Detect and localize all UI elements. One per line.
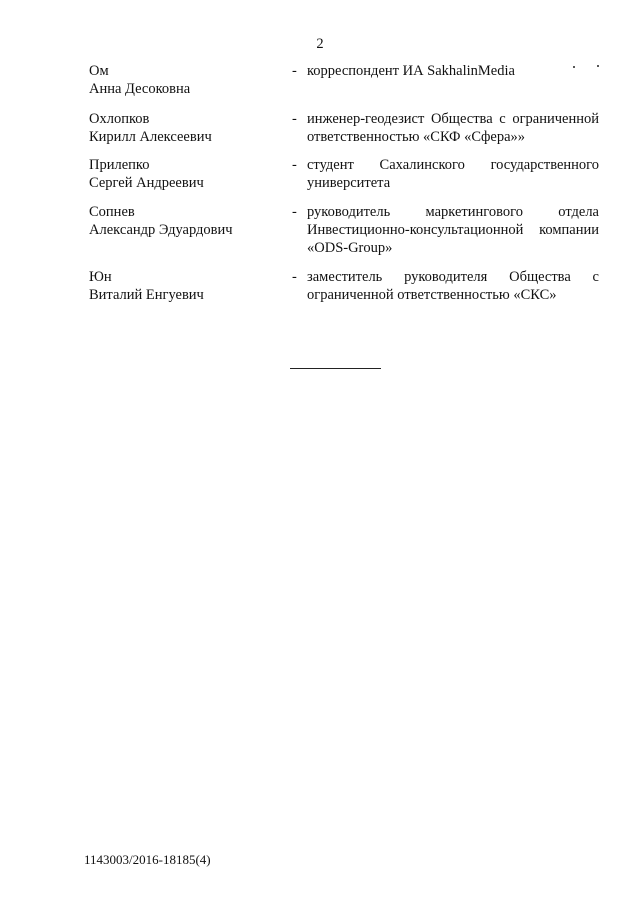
person-given-name: Виталий Енгуевич xyxy=(89,287,204,303)
person-description: инженер-геодезист Общества с ограниченной ответственностью «СКФ «Сфера»» xyxy=(307,111,599,145)
dash-separator: - xyxy=(292,111,297,127)
scan-speck xyxy=(597,65,599,67)
document-code: 1143003/2016-18185(4) xyxy=(84,852,211,867)
person-name xyxy=(89,62,279,98)
person-surname: Прилепко xyxy=(89,157,150,173)
person-given-name: Александр Эдуардович xyxy=(89,222,233,238)
dash-separator: - xyxy=(292,63,297,79)
person-description: заместитель руководителя Общества с ограниченной ответственностью «СКС» xyxy=(307,269,599,303)
person-name xyxy=(89,110,279,146)
person-name xyxy=(89,268,279,304)
dash-separator: - xyxy=(292,204,297,220)
person-surname: Охлопков xyxy=(89,111,150,127)
dash-separator: - xyxy=(292,157,297,173)
person-name xyxy=(89,203,279,239)
end-separator-line xyxy=(290,368,381,369)
page-number: 2 xyxy=(316,36,324,52)
person-surname: Ом xyxy=(89,63,109,79)
person-given-name: Анна Десоковна xyxy=(89,81,191,97)
person-surname: Юн xyxy=(89,269,112,285)
person-given-name: Сергей Андреевич xyxy=(89,175,204,191)
person-surname: Сопнев xyxy=(89,204,135,220)
person-given-name: Кирилл Алексеевич xyxy=(89,129,212,145)
dash-separator: - xyxy=(292,269,297,285)
person-description: корреспондент ИА SakhalinMedia xyxy=(307,63,515,79)
scan-speck xyxy=(573,66,575,68)
person-name xyxy=(89,156,279,192)
person-description: студент Сахалинского государственного университета xyxy=(307,157,599,191)
person-description: руководитель маркетингового отдела Инвестиционно-консультационной компании «ODS-Group» xyxy=(307,204,599,256)
